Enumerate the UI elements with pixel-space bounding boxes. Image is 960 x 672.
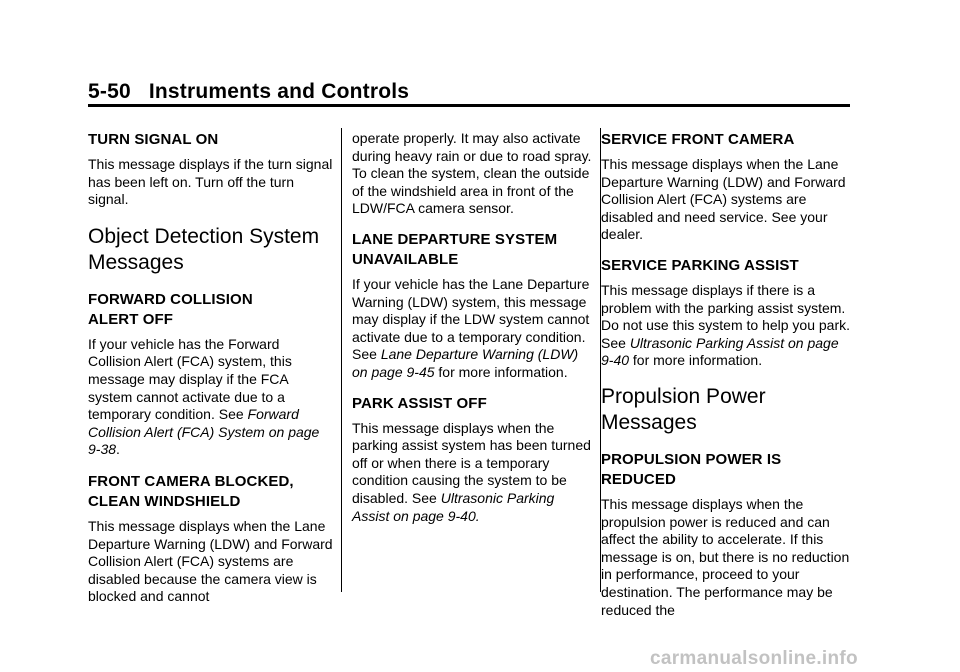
page-header <box>88 80 409 104</box>
service-park-end: for more information. <box>632 352 763 369</box>
column-3 <box>601 130 851 619</box>
turn-signal-heading: TURN SIGNAL ON <box>88 131 219 148</box>
park-assist-reference-link[interactable]: Ultrasonic Parking Assist on page 9-40. <box>352 489 555 524</box>
fca-off-heading-line2: ALERT OFF <box>88 310 174 328</box>
propulsion-reduced-heading-line2: REDUCED <box>601 470 676 488</box>
ldw-heading-line2: UNAVAILABLE <box>352 250 459 268</box>
ods-section-heading <box>88 224 333 276</box>
column-1 <box>88 130 333 606</box>
ldw-text: If your vehicle has the Lane Departure Warning (LDW) system, this message may display if the LDW system cannot activate due to a temporary condition. See <box>352 275 590 363</box>
camera-blocked-heading-line2: CLEAN WINDSHIELD <box>88 492 241 510</box>
fca-off-heading-line1: FORWARD COLLISION <box>88 290 253 308</box>
propulsion-section-heading <box>601 384 851 436</box>
propulsion-reduced-heading-line1: PROPULSION POWER IS <box>601 450 782 468</box>
fca-off-text: If your vehicle has the Forward Collision Alert (FCA) system, this message may display if the FCA system cannot activate due to a temporary condition. See <box>88 335 292 423</box>
header-rule <box>88 104 850 107</box>
park-assist-off-body <box>352 420 592 526</box>
ods-heading-line2: Messages <box>88 250 184 274</box>
service-camera-heading: SERVICE FRONT CAMERA <box>601 131 795 148</box>
service-park-body <box>601 282 851 370</box>
propulsion-heading-line1: Propulsion Power <box>601 384 766 408</box>
park-assist-off-heading: PARK ASSIST OFF <box>352 394 487 412</box>
column-2 <box>352 130 592 525</box>
service-park-reference-link[interactable]: Ultrasonic Parking Assist on page 9-40 <box>601 334 839 369</box>
fca-off-body <box>88 336 333 459</box>
ldw-end: for more information. <box>438 363 568 380</box>
fca-off-heading <box>88 290 333 330</box>
ldw-reference-link[interactable]: Lane Departure Warning (LDW) on page 9-45 <box>352 346 579 380</box>
ldw-heading-line1: LANE DEPARTURE SYSTEM <box>352 230 558 248</box>
park-assist-off-text: This message displays when the parking assist system has been turned off or when there is a temporary condition causing the system to be disabled. See <box>352 419 591 506</box>
propulsion-reduced-heading <box>601 450 851 490</box>
camera-blocked-body: This message displays when the Lane Departure Warning (LDW) and Forward Collision Alert (FCA) systems are disabled because the camera view is blocked and cannot <box>88 517 333 605</box>
service-park-heading: SERVICE PARKING ASSIST <box>601 256 799 274</box>
watermark: carmanualsonline.info <box>650 648 858 669</box>
ldw-unavailable-heading <box>352 230 592 270</box>
chapter-title: Instruments and Controls <box>148 80 410 103</box>
camera-blocked-heading-line1: FRONT CAMERA BLOCKED, <box>88 472 294 490</box>
fca-reference-link[interactable]: Forward Collision Alert (FCA) System on page 9-38 <box>88 406 320 458</box>
page-number: 5-50 <box>88 80 131 103</box>
camera-blocked-continued: operate properly. It may also activate during heavy rain or due to road spray. To clean the system, clean the outside of the windshield area in front of the LDW/FCA camera sensor. <box>352 130 592 217</box>
column-divider-1 <box>341 128 342 592</box>
service-camera-body: This message displays when the Lane Departure Warning (LDW) and Forward Collision Alert (FCA) systems are disabled and need service. See your dealer. <box>601 156 846 243</box>
turn-signal-body: This message displays if the turn signal has been left on. Turn off the turn signal. <box>88 156 333 208</box>
camera-blocked-heading <box>88 472 333 512</box>
ldw-unavailable-body <box>352 276 592 382</box>
service-park-text: This message displays if there is a problem with the parking assist system. Do not use this system to help you park. See <box>601 281 851 351</box>
ods-heading-line1: Object Detection System <box>88 224 320 248</box>
propulsion-heading-line2: Messages <box>601 410 697 434</box>
propulsion-reduced-body: This message displays when the propulsion power is reduced and can affect the ability to accelerate. If this message is on, but there is no reduction in performance, proceed to your destination. The performance may be reduced the <box>601 495 850 618</box>
fca-off-end: . <box>116 441 120 458</box>
